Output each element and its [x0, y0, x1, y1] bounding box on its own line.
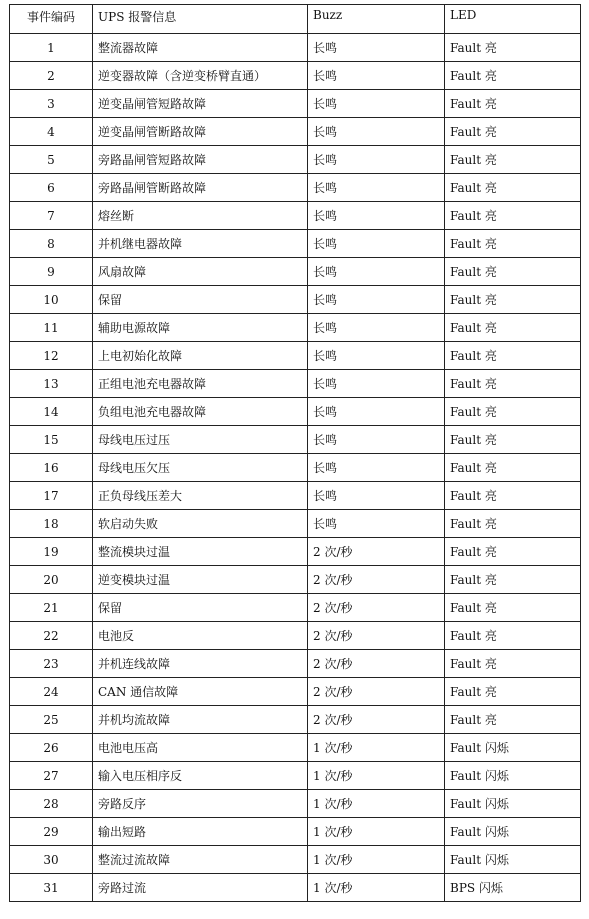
- led-cell: Fault 亮: [445, 202, 581, 230]
- buzz-cell: 2 次/秒: [308, 566, 445, 594]
- alarm-info-cell: 逆变晶闸管短路故障: [93, 90, 308, 118]
- table-row: [10, 342, 581, 370]
- table-row: [10, 118, 581, 146]
- event-code-cell: 2: [10, 62, 93, 90]
- event-code-cell: 31: [10, 874, 93, 902]
- alarm-info-cell: 旁路反序: [93, 790, 308, 818]
- led-cell: Fault 亮: [445, 454, 581, 482]
- buzz-cell: 长鸣: [308, 398, 445, 426]
- header-buzz: Buzz: [308, 5, 445, 34]
- alarm-info-cell: 风扇故障: [93, 258, 308, 286]
- led-cell: Fault 亮: [445, 174, 581, 202]
- event-code-cell: 25: [10, 706, 93, 734]
- led-cell: Fault 闪烁: [445, 790, 581, 818]
- table-body: [10, 34, 581, 902]
- event-code-cell: 16: [10, 454, 93, 482]
- buzz-cell: 长鸣: [308, 62, 445, 90]
- header-event-code: 事件编码: [10, 5, 93, 34]
- led-cell: Fault 亮: [445, 118, 581, 146]
- event-code-cell: 5: [10, 146, 93, 174]
- table-row: [10, 538, 581, 566]
- table-row: [10, 482, 581, 510]
- alarm-info-cell: 保留: [93, 286, 308, 314]
- led-cell: Fault 亮: [445, 510, 581, 538]
- event-code-cell: 1: [10, 34, 93, 62]
- alarm-info-cell: 母线电压过压: [93, 426, 308, 454]
- buzz-cell: 2 次/秒: [308, 594, 445, 622]
- table-row: [10, 706, 581, 734]
- buzz-cell: 长鸣: [308, 314, 445, 342]
- table-row: [10, 258, 581, 286]
- alarm-info-cell: 保留: [93, 594, 308, 622]
- led-cell: Fault 闪烁: [445, 818, 581, 846]
- alarm-info-cell: 整流模块过温: [93, 538, 308, 566]
- buzz-cell: 长鸣: [308, 258, 445, 286]
- ups-alarm-table: [9, 4, 581, 902]
- led-cell: Fault 亮: [445, 622, 581, 650]
- alarm-info-cell: 并机继电器故障: [93, 230, 308, 258]
- event-code-cell: 3: [10, 90, 93, 118]
- event-code-cell: 8: [10, 230, 93, 258]
- table-row: [10, 286, 581, 314]
- event-code-cell: 28: [10, 790, 93, 818]
- table-header-row: [10, 5, 581, 34]
- buzz-cell: 长鸣: [308, 482, 445, 510]
- buzz-cell: 1 次/秒: [308, 874, 445, 902]
- led-cell: Fault 亮: [445, 538, 581, 566]
- alarm-info-cell: 逆变晶闸管断路故障: [93, 118, 308, 146]
- event-code-cell: 21: [10, 594, 93, 622]
- table-row: [10, 846, 581, 874]
- led-cell: Fault 亮: [445, 342, 581, 370]
- alarm-info-cell: 电池反: [93, 622, 308, 650]
- event-code-cell: 7: [10, 202, 93, 230]
- buzz-cell: 2 次/秒: [308, 706, 445, 734]
- event-code-cell: 30: [10, 846, 93, 874]
- event-code-cell: 4: [10, 118, 93, 146]
- buzz-cell: 1 次/秒: [308, 790, 445, 818]
- led-cell: Fault 亮: [445, 258, 581, 286]
- led-cell: Fault 亮: [445, 706, 581, 734]
- header-alarm-info: UPS 报警信息: [93, 5, 308, 34]
- alarm-info-cell: 整流器故障: [93, 34, 308, 62]
- table-row: [10, 678, 581, 706]
- led-cell: Fault 亮: [445, 370, 581, 398]
- event-code-cell: 29: [10, 818, 93, 846]
- buzz-cell: 长鸣: [308, 510, 445, 538]
- buzz-cell: 2 次/秒: [308, 538, 445, 566]
- event-code-cell: 19: [10, 538, 93, 566]
- led-cell: Fault 亮: [445, 90, 581, 118]
- buzz-cell: 1 次/秒: [308, 846, 445, 874]
- buzz-cell: 长鸣: [308, 202, 445, 230]
- buzz-cell: 长鸣: [308, 454, 445, 482]
- buzz-cell: 2 次/秒: [308, 650, 445, 678]
- table-row: [10, 790, 581, 818]
- buzz-cell: 长鸣: [308, 118, 445, 146]
- alarm-info-cell: 逆变模块过温: [93, 566, 308, 594]
- event-code-cell: 15: [10, 426, 93, 454]
- event-code-cell: 27: [10, 762, 93, 790]
- table-row: [10, 174, 581, 202]
- led-cell: Fault 亮: [445, 482, 581, 510]
- led-cell: Fault 亮: [445, 426, 581, 454]
- alarm-info-cell: 并机连线故障: [93, 650, 308, 678]
- table-row: [10, 734, 581, 762]
- led-cell: Fault 亮: [445, 398, 581, 426]
- table-row: [10, 426, 581, 454]
- table-row: [10, 510, 581, 538]
- event-code-cell: 12: [10, 342, 93, 370]
- event-code-cell: 11: [10, 314, 93, 342]
- led-cell: Fault 亮: [445, 594, 581, 622]
- buzz-cell: 长鸣: [308, 286, 445, 314]
- table-row: [10, 650, 581, 678]
- alarm-info-cell: 旁路晶闸管断路故障: [93, 174, 308, 202]
- table-row: [10, 230, 581, 258]
- alarm-info-cell: 正负母线压差大: [93, 482, 308, 510]
- buzz-cell: 1 次/秒: [308, 734, 445, 762]
- table-row: [10, 622, 581, 650]
- table-row: [10, 370, 581, 398]
- led-cell: Fault 亮: [445, 230, 581, 258]
- table-row: [10, 874, 581, 902]
- led-cell: Fault 亮: [445, 146, 581, 174]
- table-row: [10, 454, 581, 482]
- led-cell: Fault 闪烁: [445, 846, 581, 874]
- buzz-cell: 2 次/秒: [308, 622, 445, 650]
- table-row: [10, 34, 581, 62]
- event-code-cell: 18: [10, 510, 93, 538]
- led-cell: Fault 亮: [445, 62, 581, 90]
- alarm-info-cell: 旁路晶闸管短路故障: [93, 146, 308, 174]
- table-row: [10, 90, 581, 118]
- event-code-cell: 20: [10, 566, 93, 594]
- alarm-info-cell: 软启动失败: [93, 510, 308, 538]
- buzz-cell: 长鸣: [308, 34, 445, 62]
- buzz-cell: 长鸣: [308, 174, 445, 202]
- event-code-cell: 24: [10, 678, 93, 706]
- table-row: [10, 818, 581, 846]
- event-code-cell: 14: [10, 398, 93, 426]
- table-row: [10, 566, 581, 594]
- table-row: [10, 762, 581, 790]
- buzz-cell: 长鸣: [308, 230, 445, 258]
- alarm-info-cell: CAN 通信故障: [93, 678, 308, 706]
- led-cell: Fault 亮: [445, 678, 581, 706]
- alarm-info-cell: 旁路过流: [93, 874, 308, 902]
- alarm-info-cell: 电池电压高: [93, 734, 308, 762]
- table-row: [10, 398, 581, 426]
- event-code-cell: 9: [10, 258, 93, 286]
- event-code-cell: 6: [10, 174, 93, 202]
- led-cell: Fault 闪烁: [445, 762, 581, 790]
- alarm-info-cell: 整流过流故障: [93, 846, 308, 874]
- alarm-info-cell: 逆变器故障（含逆变桥臂直通）: [93, 62, 308, 90]
- led-cell: Fault 亮: [445, 566, 581, 594]
- alarm-info-cell: 负组电池充电器故障: [93, 398, 308, 426]
- event-code-cell: 26: [10, 734, 93, 762]
- table-row: [10, 202, 581, 230]
- alarm-info-cell: 输出短路: [93, 818, 308, 846]
- alarm-info-cell: 输入电压相序反: [93, 762, 308, 790]
- alarm-info-cell: 上电初始化故障: [93, 342, 308, 370]
- led-cell: Fault 亮: [445, 286, 581, 314]
- alarm-info-cell: 母线电压欠压: [93, 454, 308, 482]
- led-cell: BPS 闪烁: [445, 874, 581, 902]
- buzz-cell: 2 次/秒: [308, 678, 445, 706]
- event-code-cell: 17: [10, 482, 93, 510]
- buzz-cell: 长鸣: [308, 426, 445, 454]
- table-row: [10, 146, 581, 174]
- alarm-info-cell: 并机均流故障: [93, 706, 308, 734]
- header-led: LED: [445, 5, 581, 34]
- buzz-cell: 长鸣: [308, 370, 445, 398]
- alarm-info-cell: 正组电池充电器故障: [93, 370, 308, 398]
- event-code-cell: 22: [10, 622, 93, 650]
- alarm-info-cell: 辅助电源故障: [93, 314, 308, 342]
- buzz-cell: 1 次/秒: [308, 762, 445, 790]
- led-cell: Fault 亮: [445, 650, 581, 678]
- event-code-cell: 23: [10, 650, 93, 678]
- buzz-cell: 1 次/秒: [308, 818, 445, 846]
- buzz-cell: 长鸣: [308, 90, 445, 118]
- table-row: [10, 314, 581, 342]
- alarm-info-cell: 熔丝断: [93, 202, 308, 230]
- buzz-cell: 长鸣: [308, 342, 445, 370]
- led-cell: Fault 亮: [445, 314, 581, 342]
- buzz-cell: 长鸣: [308, 146, 445, 174]
- led-cell: Fault 闪烁: [445, 734, 581, 762]
- led-cell: Fault 亮: [445, 34, 581, 62]
- table-row: [10, 594, 581, 622]
- table-row: [10, 62, 581, 90]
- event-code-cell: 10: [10, 286, 93, 314]
- event-code-cell: 13: [10, 370, 93, 398]
